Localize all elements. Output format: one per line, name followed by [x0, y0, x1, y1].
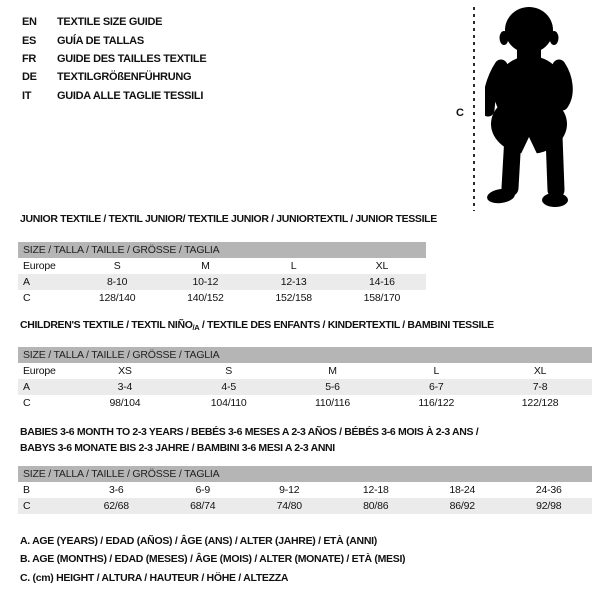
row-label: A — [23, 276, 30, 288]
age-cell: 5-6 — [325, 381, 340, 393]
table-row-europe — [18, 258, 426, 274]
row-label: C — [23, 397, 31, 409]
age-cell: 4-5 — [221, 381, 236, 393]
legend-footnotes — [20, 535, 405, 590]
children-title-post: / TEXTILE DES ENFANTS / KINDERTEXTIL / BAMBINI TESSILE — [199, 319, 494, 331]
age-cell: 24-36 — [535, 484, 562, 496]
children-title-pre: CHILDREN'S TEXTILE / TEXTIL NIÑO — [20, 319, 193, 331]
table-row-age-months — [18, 482, 592, 498]
age-cell: 3-6 — [108, 484, 124, 496]
language-code: DE — [22, 71, 37, 84]
age-cell: 14-16 — [368, 276, 395, 288]
table-row-age — [18, 379, 592, 395]
height-cell: 98/104 — [109, 397, 141, 409]
language-title: TEXTILE SIZE GUIDE — [57, 16, 163, 29]
size-cell: L — [433, 365, 440, 377]
language-row — [22, 31, 206, 49]
height-cell: 140/152 — [187, 292, 224, 304]
language-row — [22, 50, 206, 68]
language-row — [22, 68, 206, 86]
size-cell: M — [328, 365, 337, 377]
height-cell: 74/80 — [276, 500, 302, 512]
row-label: Europe — [23, 260, 56, 272]
height-cell: 92/98 — [536, 500, 562, 512]
language-title: GUIDA ALLE TAGLIE TESSILI — [57, 89, 204, 102]
age-cell: 8-10 — [107, 276, 128, 288]
age-cell: 6-7 — [429, 381, 444, 393]
height-cell: 68/74 — [190, 500, 216, 512]
height-cell: 158/170 — [363, 292, 401, 304]
height-measure-line — [473, 7, 475, 211]
height-cell: 80/86 — [363, 500, 389, 512]
size-cell: L — [290, 260, 297, 272]
children-title-sub: /A — [192, 323, 200, 332]
row-label: C — [23, 292, 31, 304]
babies-size-table — [18, 466, 592, 514]
age-cell: 10-12 — [192, 276, 219, 288]
language-title: GUÍA DE TALLAS — [57, 34, 144, 47]
toddler-silhouette-icon — [485, 4, 577, 210]
size-cell: XL — [375, 260, 389, 272]
size-header-bar: SIZE / TALLA / TAILLE / GRÖSSE / TAGLIA — [18, 347, 592, 363]
children-table-title — [20, 319, 494, 331]
age-cell: 18-24 — [449, 484, 476, 496]
row-label: C — [23, 500, 31, 512]
size-cell: M — [201, 260, 210, 272]
babies-title-line2: BABYS 3-6 MONATE BIS 2-3 JAHRE / BAMBINI 3-6 MESI A 2-3 ANNI — [20, 442, 335, 454]
language-title: GUIDE DES TAILLES TEXTILE — [57, 52, 207, 65]
table-row-europe — [18, 363, 592, 379]
table-row-height — [18, 498, 592, 514]
footnote-height: C. (cm) HEIGHT / ALTURA / HAUTEUR / HÖHE / ALTEZZA — [20, 571, 289, 584]
height-measure-label: C — [456, 107, 464, 119]
height-cell: 116/122 — [418, 397, 455, 409]
size-header-bar: SIZE / TALLA / TAILLE / GRÖSSE / TAGLIA — [18, 242, 426, 258]
junior-size-table — [18, 242, 426, 306]
language-title: TEXTILGRÖßENFÜHRUNG — [57, 71, 192, 84]
table-row-height — [18, 395, 592, 411]
age-cell: 9-12 — [279, 484, 300, 496]
age-cell: 3-4 — [117, 381, 133, 393]
height-cell: 104/110 — [210, 397, 247, 409]
age-cell: 12-13 — [280, 276, 307, 288]
table-row-height — [18, 290, 426, 306]
row-label: A — [23, 381, 30, 393]
size-header-bar: SIZE / TALLA / TAILLE / GRÖSSE / TAGLIA — [18, 466, 592, 482]
height-cell: 86/92 — [449, 500, 475, 512]
age-cell: 12-18 — [362, 484, 389, 496]
language-row — [22, 87, 206, 105]
language-code: EN — [22, 16, 37, 29]
size-cell: XL — [533, 365, 547, 377]
row-label: B — [23, 484, 30, 496]
language-row — [22, 13, 206, 31]
language-code: IT — [22, 89, 32, 102]
size-cell: S — [113, 260, 121, 272]
row-label: Europe — [23, 365, 56, 377]
language-code: ES — [22, 34, 37, 47]
height-cell: 152/158 — [275, 292, 312, 304]
language-code: FR — [22, 52, 37, 65]
age-cell: 6-9 — [195, 484, 211, 496]
height-cell: 110/116 — [314, 397, 350, 409]
junior-table-title: JUNIOR TEXTILE / TEXTIL JUNIOR/ TEXTILE JUNIOR / JUNIORTEXTIL / JUNIOR TESSILE — [20, 213, 437, 225]
babies-title-line1: BABIES 3-6 MONTH TO 2-3 YEARS / BEBÉS 3-6 MESES A 2-3 AÑOS / BÉBÉS 3-6 MOIS À 2-3 ANS / — [20, 426, 479, 438]
language-title-list — [22, 13, 206, 105]
size-cell: S — [225, 365, 233, 377]
babies-table-title — [20, 424, 478, 456]
size-cell: XS — [118, 365, 132, 377]
age-cell: 7-8 — [532, 381, 548, 393]
height-cell: 122/128 — [521, 397, 559, 409]
height-cell: 128/140 — [98, 292, 136, 304]
height-cell: 62/68 — [103, 500, 129, 512]
table-row-age — [18, 274, 426, 290]
children-size-table — [18, 347, 592, 411]
footnote-age-months: B. AGE (MONTHS) / EDAD (MESES) / ÂGE (MOIS) / ALTER (MONATE) / ETÀ (MESI) — [20, 553, 406, 566]
footnote-age-years: A. AGE (YEARS) / EDAD (AÑOS) / ÂGE (ANS) / ALTER (JAHRE) / ETÀ (ANNI) — [20, 535, 377, 547]
